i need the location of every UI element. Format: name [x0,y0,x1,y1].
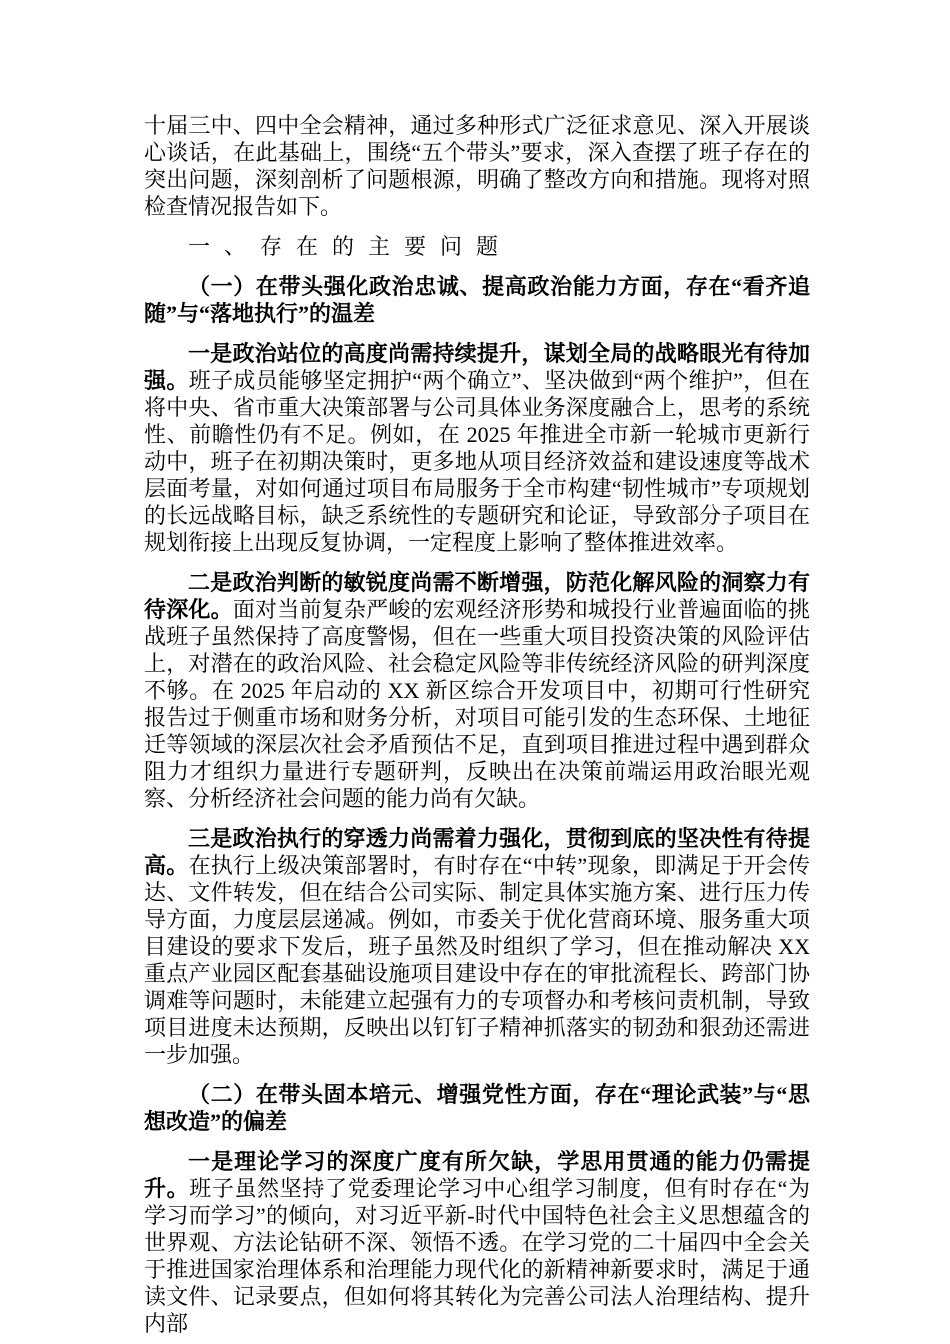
paragraph-text: 十届三中、四中全会精神，通过多种形式广泛征求意见、深入开展谈心谈话，在此基础上，围绕“五个带头”要求，深入查摆了班子存在的突出问题，深刻剖析了问题根源，明确了整改方向和措施。现将对照检查情况报告如下。 [144,113,810,219]
finding-body: 班子成员能够坚定拥护“两个确立”、坚决做到“两个维护”，但在将中央、省市重大决策部署与公司具体业务深度融合上，思考的系统性、前瞻性仍有不足。例如，在 2025 年推进全市新一轮城市更新行动中，班子在初期决策时，更多地从项目经济效益和建设速度等战术层面考量，对如何通过项目布局服务于全市构建“韧性城市”专项规划的长远战略目标，缺乏系统性的专题研究和论证，导致部分子项目在规划衔接上出现反复协调，一定程度上影响了整体推进效率。 [144,368,810,555]
finding-body: 班子虽然坚持了党委理论学习中心组学习制度，但有时存在“为学习而学习”的倾向，对习近平新-时代中国特色社会主义思想蕴含的世界观、方法论钻研不深、领悟不透。在学习党的二十届四中全会关于推进国家治理体系和治理能力现代化的新精神新要求时，满足于通读文件、记录要点，但如何将其转化为完善公司法人治理结构、提升内部 [144,1176,810,1336]
paragraph-continuation [144,112,810,220]
subsection-heading-text: （二）在带头固本培元、增强党性方面，存在“理论武装”与“思想改造”的偏差 [144,1082,810,1134]
subsection-heading-political-loyalty [144,273,810,327]
subsection-heading-text: （一）在带头强化政治忠诚、提高政治能力方面，存在“看齐追随”与“落地执行”的温差 [144,274,810,326]
finding-paragraph-political-judgment [144,569,810,812]
finding-body: 面对当前复杂严峻的宏观经济形势和城投行业普遍面临的挑战班子虽然保持了高度警惕，但在一些重大项目投资决策的风险评估上，对潜在的政治风险、社会稳定风险等非传统经济风险的研判深度不够。在 2025 年启动的 XX 新区综合开发项目中，初期可行性研究报告过于侧重市场和财务分析，对项目可能引发的生态环保、土地征迁等领域的深层次社会矛盾预估不足，直到项目推进过程中遇到群众阻力才组织力量进行专题研判，反映出在决策前端运用政治眼光观察、分析经济社会问题的能力尚有欠缺。 [144,597,810,811]
finding-lead: 二是政治判断的敏锐度尚需不断增强，防范化解风险的洞察力有待深化。 [144,570,810,622]
subsection-heading-party-spirit [144,1081,810,1135]
section-heading-text: 一、存在的主要问题 [188,234,513,259]
finding-lead: 一是理论学习的深度广度有所欠缺，学思用贯通的能力仍需提升。 [144,1149,810,1201]
finding-paragraph-political-stance [144,340,810,556]
finding-lead: 一是政治站位的高度尚需持续提升，谋划全局的战略眼光有待加强。 [144,341,810,393]
finding-lead: 三是政治执行的穿透力尚需着力强化，贯彻到底的坚决性有待提高。 [144,826,810,878]
finding-paragraph-political-execution [144,825,810,1068]
finding-paragraph-theory-study [144,1148,810,1337]
finding-body: 在执行上级决策部署时，有时存在“中转”现象，即满足于开会传达、文件转发，但在结合公司实际、制定具体实施方案、进行压力传导方面，力度层层递减。例如，市委关于优化营商环境、服务重大项目建设的要求下发后，班子虽然及时组织了学习，但在推动解决 XX 重点产业园区配套基础设施项目建设中存在的审批流程长、跨部门协调难等问题时，未能建立起强有力的专项督办和考核问责机制，导致项目进度未达预期，反映出以钉钉子精神抓落实的韧劲和狠劲还需进一步加强。 [144,853,810,1067]
section-heading-main-problems [144,233,810,260]
